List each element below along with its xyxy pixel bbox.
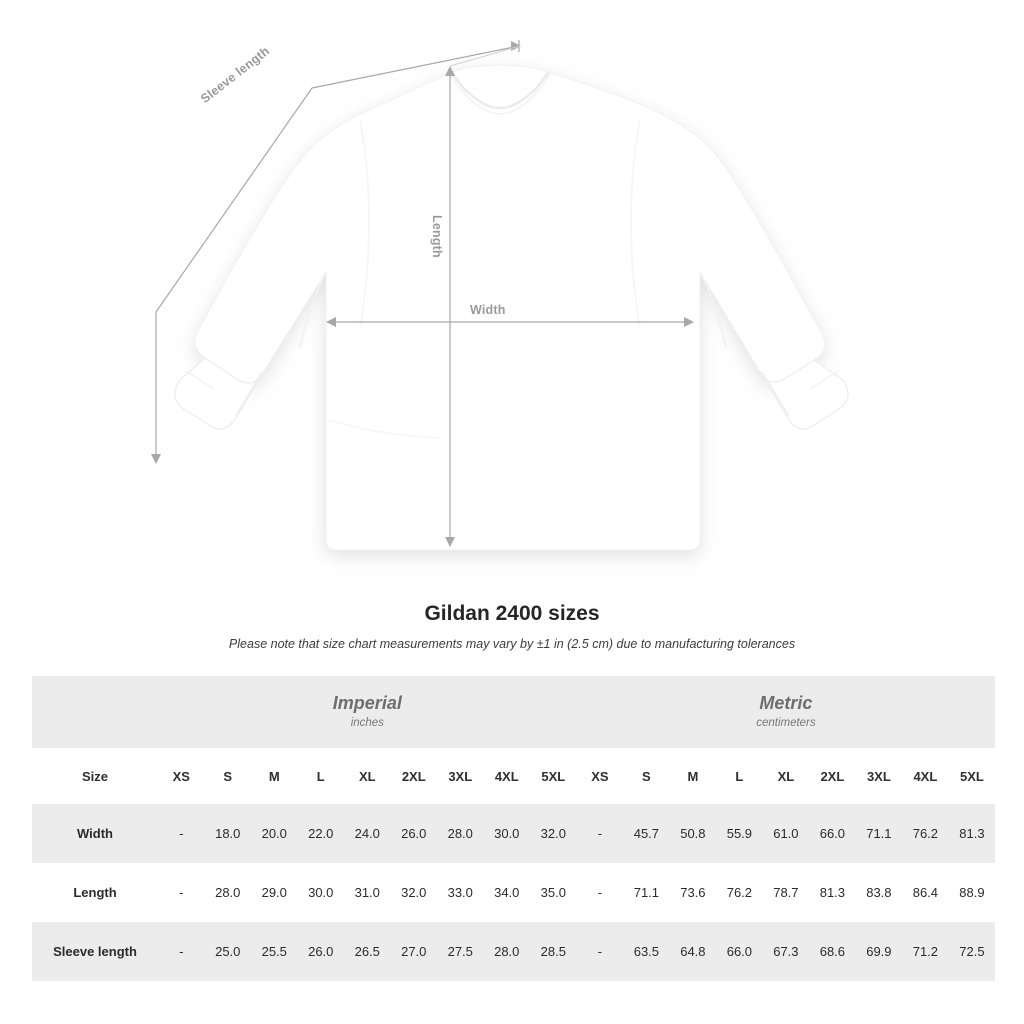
title-block (0, 602, 1024, 651)
cell-sleeve-imperial-3xl: 27.5 (437, 922, 484, 981)
cell-sleeve-metric-m: 64.8 (670, 922, 717, 981)
cell-width-metric-4xl: 76.2 (902, 804, 949, 863)
unit-group-imperial-sub: inches (350, 716, 384, 729)
cell-length-metric-m: 73.6 (670, 863, 717, 922)
size-header-imperial-5xl: 5XL (530, 748, 577, 804)
cell-length-metric-4xl: 86.4 (902, 863, 949, 922)
cell-length-metric-s: 71.1 (623, 863, 670, 922)
size-header-imperial-s: S (205, 748, 252, 804)
size-header-metric-s: S (623, 748, 670, 804)
size-header-row (32, 748, 995, 804)
cell-sleeve-metric-2xl: 68.6 (809, 922, 856, 981)
unit-group-metric-name: Metric (759, 693, 813, 714)
size-chart-table-wrap (32, 676, 992, 981)
unit-group-metric-sub: centimeters (756, 716, 816, 729)
cell-sleeve-imperial-m: 25.5 (251, 922, 298, 981)
cell-sleeve-imperial-4xl: 28.0 (484, 922, 531, 981)
tolerance-note: Please note that size chart measurements may vary by ±1 in (2.5 cm) due to manufacturing tolerances (228, 637, 796, 651)
page-title: Gildan 2400 sizes (424, 602, 600, 625)
size-chart-table (32, 676, 995, 981)
cell-width-metric-s: 45.7 (623, 804, 670, 863)
size-header-metric-xl: XL (763, 748, 810, 804)
cell-width-imperial-5xl: 32.0 (530, 804, 577, 863)
cell-sleeve-metric-l: 66.0 (716, 922, 763, 981)
cell-width-metric-xl: 61.0 (763, 804, 810, 863)
cell-width-imperial-4xl: 30.0 (484, 804, 531, 863)
cell-sleeve-imperial-s: 25.0 (205, 922, 252, 981)
table-row (32, 863, 995, 922)
table-row (32, 804, 995, 863)
size-header-metric-4xl: 4XL (902, 748, 949, 804)
cell-sleeve-metric-3xl: 69.9 (856, 922, 903, 981)
cell-sleeve-metric-5xl: 72.5 (949, 922, 996, 981)
row-label-length: Length (32, 863, 158, 922)
cell-length-imperial-4xl: 34.0 (484, 863, 531, 922)
cell-length-imperial-3xl: 33.0 (437, 863, 484, 922)
cell-length-imperial-xs: - (158, 863, 205, 922)
cell-sleeve-metric-s: 63.5 (623, 922, 670, 981)
cell-sleeve-imperial-xl: 26.5 (344, 922, 391, 981)
cell-width-imperial-2xl: 26.0 (391, 804, 438, 863)
size-header-metric-5xl: 5XL (949, 748, 996, 804)
cell-width-imperial-xs: - (158, 804, 205, 863)
size-header-label: Size (32, 748, 158, 804)
cell-width-metric-l: 55.9 (716, 804, 763, 863)
cell-width-imperial-3xl: 28.0 (437, 804, 484, 863)
cell-width-imperial-l: 22.0 (298, 804, 345, 863)
cell-sleeve-imperial-xs: - (158, 922, 205, 981)
unit-group-metric (577, 676, 996, 748)
size-header-imperial-xl: XL (344, 748, 391, 804)
width-dimension-label: Width (470, 303, 506, 317)
cell-length-metric-5xl: 88.9 (949, 863, 996, 922)
sleeve-length-dimension-label: Sleeve length (198, 43, 273, 107)
cell-length-imperial-m: 29.0 (251, 863, 298, 922)
cell-sleeve-imperial-5xl: 28.5 (530, 922, 577, 981)
cell-sleeve-imperial-2xl: 27.0 (391, 922, 438, 981)
cell-sleeve-metric-4xl: 71.2 (902, 922, 949, 981)
cell-length-imperial-l: 30.0 (298, 863, 345, 922)
cell-width-imperial-xl: 24.0 (344, 804, 391, 863)
cell-width-metric-2xl: 66.0 (809, 804, 856, 863)
cell-length-imperial-xl: 31.0 (344, 863, 391, 922)
row-label-sleeve-length: Sleeve length (32, 922, 158, 981)
size-header-metric-l: L (716, 748, 763, 804)
size-header-imperial-m: M (251, 748, 298, 804)
unit-group-imperial (158, 676, 577, 748)
cell-sleeve-metric-xl: 67.3 (763, 922, 810, 981)
cell-length-imperial-2xl: 32.0 (391, 863, 438, 922)
cell-length-metric-l: 76.2 (716, 863, 763, 922)
cell-width-metric-5xl: 81.3 (949, 804, 996, 863)
unit-group-blank-cell (32, 676, 158, 748)
cell-length-metric-2xl: 81.3 (809, 863, 856, 922)
size-header-imperial-l: L (298, 748, 345, 804)
cell-width-metric-xs: - (577, 804, 624, 863)
cell-width-imperial-s: 18.0 (205, 804, 252, 863)
size-header-metric-xs: XS (577, 748, 624, 804)
cell-sleeve-metric-xs: - (577, 922, 624, 981)
size-header-metric-m: M (670, 748, 717, 804)
size-header-imperial-2xl: 2XL (391, 748, 438, 804)
cell-width-metric-m: 50.8 (670, 804, 717, 863)
cell-length-metric-xl: 78.7 (763, 863, 810, 922)
size-header-imperial-4xl: 4XL (484, 748, 531, 804)
size-header-metric-2xl: 2XL (809, 748, 856, 804)
size-header-imperial-xs: XS (158, 748, 205, 804)
table-row (32, 922, 995, 981)
cell-width-metric-3xl: 71.1 (856, 804, 903, 863)
cell-length-imperial-5xl: 35.0 (530, 863, 577, 922)
size-header-imperial-3xl: 3XL (437, 748, 484, 804)
unit-group-header-row (32, 676, 995, 748)
cell-length-metric-xs: - (577, 863, 624, 922)
length-dimension-label: Length (430, 215, 444, 258)
size-header-metric-3xl: 3XL (856, 748, 903, 804)
cell-length-imperial-s: 28.0 (205, 863, 252, 922)
cell-width-imperial-m: 20.0 (251, 804, 298, 863)
row-label-width: Width (32, 804, 158, 863)
cell-length-metric-3xl: 83.8 (856, 863, 903, 922)
unit-group-imperial-name: Imperial (332, 693, 402, 714)
cell-sleeve-imperial-l: 26.0 (298, 922, 345, 981)
